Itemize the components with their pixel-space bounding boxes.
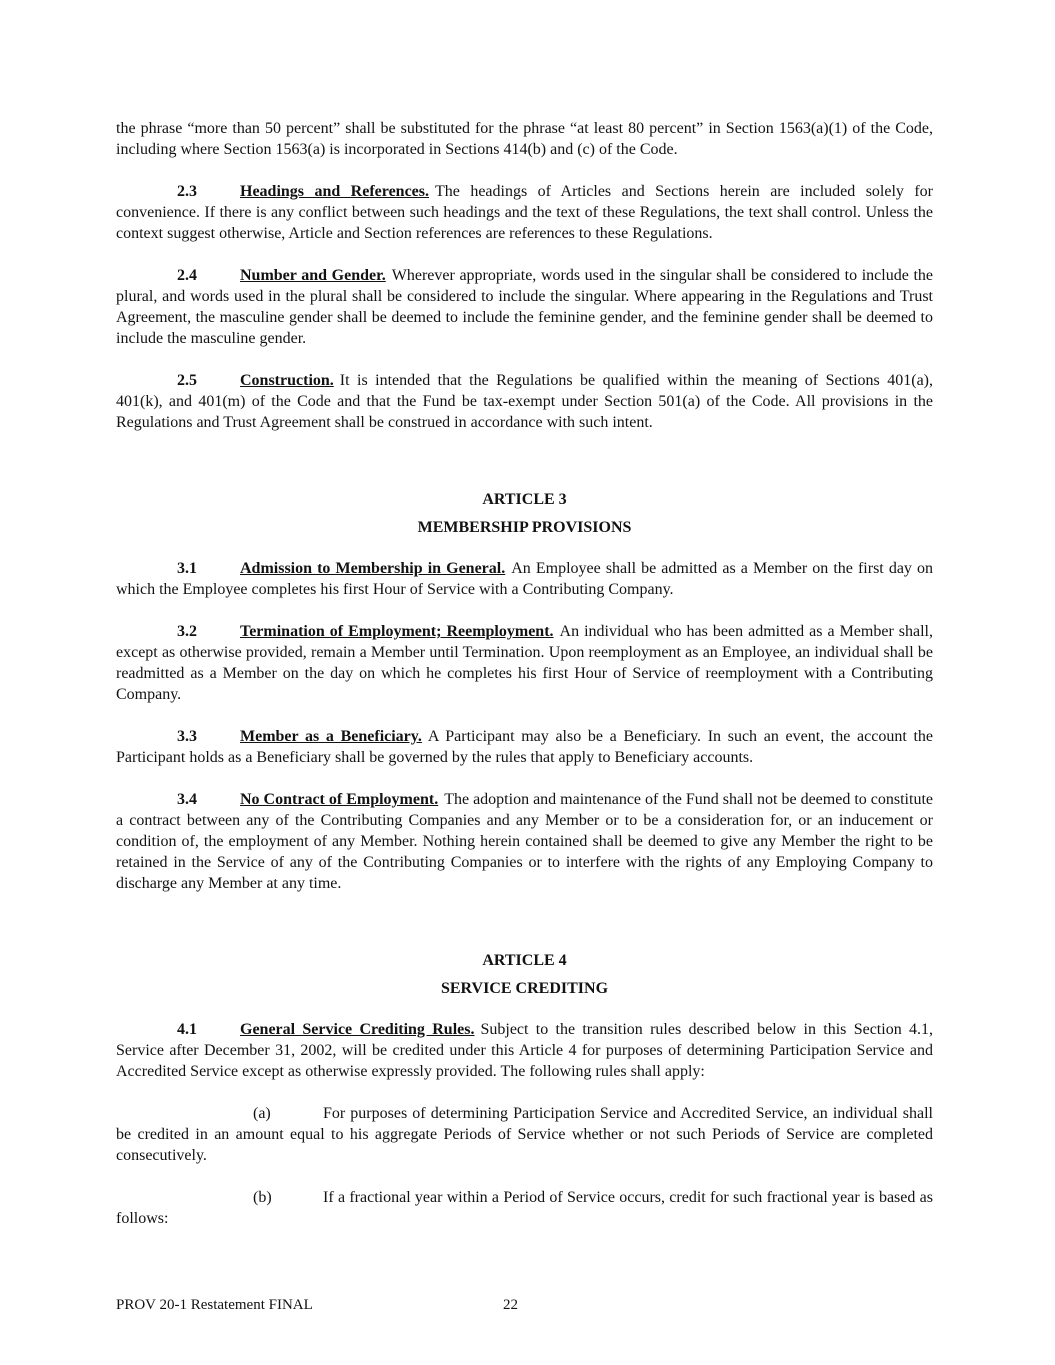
section-number: 4.1 [177, 1021, 197, 1038]
section-title: Admission to Membership in General. [240, 560, 506, 577]
section-number: 2.5 [177, 372, 197, 389]
section-number: 3.2 [177, 623, 197, 640]
subsection-body: If a fractional year within a Period of Service occurs, credit for such fractional year is based as follows: [116, 1189, 933, 1227]
section-body: It is intended that the Regulations be qualified within the meaning of Sections 401(a), 401(k), and 401(m) of the Code and that the Fund be tax-exempt under Section 501(a) of the Code. All provisions in the Regulations and Trust Agreement shall be construed in accordance with such intent. [116, 372, 933, 431]
section-number: 3.3 [177, 728, 197, 745]
section-title: Construction. [240, 372, 334, 389]
section-paragraph-2-3 [116, 181, 933, 244]
subsection-body: For purposes of determining Participation Service and Accredited Service, an individual shall be credited in an amount equal to his aggregate Periods of Service whether or not such Periods of Service are completed consecutively. [116, 1105, 933, 1164]
page-content [116, 118, 933, 1250]
article-3-subheading: MEMBERSHIP PROVISIONS [417, 519, 632, 536]
subsection-marker: (b) [253, 1189, 272, 1206]
section-number: 3.4 [177, 791, 197, 808]
section-body: A Participant may also be a Beneficiary. In such an event, the account the Participant holds as a Beneficiary shall be governed by the rules that apply to Beneficiary accounts. [116, 728, 933, 766]
section-number: 2.3 [177, 183, 197, 200]
section-paragraph-3-2 [116, 621, 933, 705]
section-body: The headings of Articles and Sections herein are included solely for convenience. If there is any conflict between such headings and the text of these Regulations, the text shall control. Unless the context suggest otherwise, Article and Section references are references to these Regulations. [116, 183, 934, 242]
subsection-marker: (a) [253, 1105, 271, 1122]
section-paragraph-2-5 [116, 370, 933, 433]
section-title: No Contract of Employment. [240, 791, 439, 808]
subsection-paragraph-b [116, 1187, 933, 1229]
section-paragraph-2-4 [116, 265, 933, 349]
section-paragraph-3-4 [116, 789, 933, 894]
article-4-subheading: SERVICE CREDITING [440, 980, 609, 997]
footer-page-number: 22 [503, 1297, 518, 1313]
article-3-heading: ARTICLE 3 [482, 491, 567, 508]
section-body: Wherever appropriate, words used in the singular shall be considered to include the plural, and words used in the plural shall be considered to include the singular. Where appearing in the Regulations and Trust Agreement, the masculine gender shall be deemed to include the feminine gender, and the feminine gender shall be deemed to include the masculine gender. [116, 267, 933, 347]
section-number: 2.4 [177, 267, 197, 284]
section-paragraph-3-3 [116, 726, 933, 768]
article-4-heading: ARTICLE 4 [482, 952, 567, 969]
section-title: Headings and References. [240, 183, 430, 200]
section-number: 3.1 [177, 560, 197, 577]
intro-paragraph: the phrase “more than 50 percent” shall be substituted for the phrase “at least 80 percent” in Section 1563(a)(1) of the Code, including where Section 1563(a) is incorporated in Sections 414(b) and (c) of the Code. [116, 120, 933, 158]
subsection-paragraph-a [116, 1103, 933, 1166]
section-title: Number and Gender. [240, 267, 386, 284]
section-title: General Service Crediting Rules. [240, 1021, 475, 1038]
section-paragraph-4-1 [116, 1019, 933, 1082]
section-body: The adoption and maintenance of the Fund shall not be deemed to constitute a contract between any of the Contributing Companies and any Member or to be a consideration for, or an inducement or condition of, the employment of any Member. Nothing herein contained shall be deemed to give any Member the right to be retained in the Service of any of the Contributing Companies or to interfere with the rights of any Employing Company to discharge any Member at any time. [116, 791, 933, 892]
section-body: Subject to the transition rules described below in this Section 4.1, Service after December 31, 2002, will be credited under this Article 4 for purposes of determining Participation Service and Accredited Service except as otherwise expressly provided. The following rules shall apply: [116, 1021, 933, 1080]
section-title: Termination of Employment; Reemployment. [240, 623, 554, 640]
section-body: An Employee shall be admitted as a Member on the first day on which the Employee completes his first Hour of Service with a Contributing Company. [116, 560, 934, 598]
footer-doc-ref: PROV 20-1 Restatement FINAL [116, 1297, 313, 1313]
section-paragraph-3-1 [116, 558, 933, 600]
section-title: Member as a Beneficiary. [240, 728, 422, 745]
section-body: An individual who has been admitted as a Member shall, except as otherwise provided, remain a Member until Termination. Upon reemployment as an Employee, an individual shall be readmitted as a Member on the day on which he completes his first Hour of Service of reemployment with a Contributing Company. [116, 623, 933, 703]
